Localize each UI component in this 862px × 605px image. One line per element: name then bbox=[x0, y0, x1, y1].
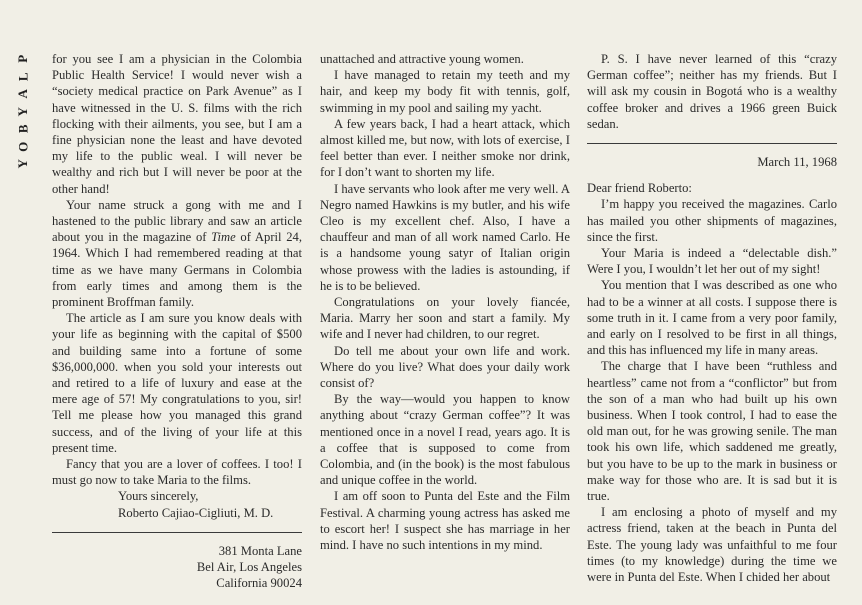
address-line: Bel Air, Los Angeles bbox=[196, 560, 302, 575]
divider bbox=[587, 143, 837, 144]
masthead-letter: Y bbox=[15, 159, 31, 169]
salutation: Dear friend Roberto: bbox=[587, 181, 692, 196]
paragraph-text: of April 24, 1964. Which I had remembered reading at that time as we have many Germans in Colombia from early times and among them is the prominent Broffman family. bbox=[52, 230, 302, 310]
masthead-letter: B bbox=[15, 124, 31, 134]
paragraph: I have managed to retain my teeth and my hair, and keep my body fit with tennis, golf, swimming in my pool and sailing my yacht. bbox=[320, 68, 570, 115]
signature: Roberto Cajiao-Cigliuti, M. D. bbox=[118, 505, 274, 520]
paragraph bbox=[52, 197, 302, 310]
column-3 bbox=[587, 51, 837, 585]
postscript: P. S. I have never learned of this “crazy German coffee”; neither has my friends. But I will ask my cousin in Bogotá who is a wealthy coffee broker and drives a 1966 green Buick sedan. bbox=[587, 52, 837, 131]
paragraph: You mention that I was described as one who had to be a winner at all costs. I suppose there is some truth in it. I came from a very poor family, and early on I resolved to be first in all things, and this has influenced my life in many areas. bbox=[587, 278, 837, 358]
paragraph: The charge that I have been “ruthless and heartless” came not from a “conflictor” but from the son of a man who had built up his own business. When I took control, I had to ease the old man out, for he was growing senile. The man took his own life, which saddened me greatly, but you have to be up to the mark in business or make way for those who are. It is sad but it is true. bbox=[587, 359, 837, 504]
paragraph: Congratulations on your lovely fiancée, Maria. Marry her soon and start a family. My wife and I never had children, to our regret. bbox=[320, 295, 570, 342]
divider bbox=[52, 532, 302, 533]
closing: Yours sincerely, bbox=[118, 489, 199, 504]
paragraph: Your Maria is indeed a “delectable dish.” Were I you, I wouldn’t let her out of my sight! bbox=[587, 246, 837, 277]
paragraph: I have servants who look after me very well. A Negro named Hawkins is my butler, and his wife Cleo is my excellent chef. Also, I have a chauffeur and man of all work named Carlo. He is a handsome young satyr of Italian origin whose prowess with the ladies is astounding, if he is to be believed. bbox=[320, 181, 570, 293]
address-line: 381 Monta Lane bbox=[218, 543, 302, 558]
paragraph: The article as I am sure you know deals with your life as beginning with the capital of $500 and building same into a fortune of some $36,000,000. when you sold your interests out and retired to a life of luxury and ease at the mere age of 57! My congratulations to you, sir! Tell me please how you managed this grand success, and of the living of your life at this present time. bbox=[52, 311, 302, 455]
paragraph: By the way—would you happen to know anything about “crazy German coffee”? It was mentioned once in a novel I read, years ago. It is a coffee that is supposed to come from Colombia, and (in the book) is the most fabulous and unique coffee in the world. bbox=[320, 392, 570, 488]
masthead-letter: P bbox=[15, 54, 31, 63]
paragraph: unattached and attractive young women. bbox=[320, 52, 524, 66]
paragraph-text: Your name struck a gong with me and I hastened to the public library and saw an article about you in the magazine of bbox=[52, 197, 302, 245]
paragraph: for you see I am a physician in the Colombia Public Health Service! I would never wish a “society medical practice on Park Avenue” as I have witnessed in the U. S. films with the rich flocking with their ailments, you see, but I am a fine physician none the least and have devoted my life to the public weal. I will never be wealthy and rich but I will never be poor at the other hand! bbox=[52, 52, 302, 196]
masthead-letter: A bbox=[15, 89, 31, 99]
masthead-letter: Y bbox=[15, 106, 31, 116]
letter-date: March 11, 1968 bbox=[757, 155, 837, 170]
column-1 bbox=[52, 51, 302, 592]
paragraph: A few years back, I had a heart attack, which almost killed me, but now, with lots of exercise, I feel better than ever. I neither smoke nor drink, for I don’t want to shorten my life. bbox=[320, 116, 570, 180]
address-line: California 90024 bbox=[216, 576, 302, 591]
magazine-title: Time bbox=[211, 230, 236, 245]
masthead-letter: O bbox=[15, 141, 31, 152]
playboy-vertical-masthead bbox=[12, 50, 34, 173]
paragraph: Do tell me about your own life and work. Where do you live? What does your daily work consist of? bbox=[320, 343, 570, 391]
masthead-letter: L bbox=[15, 71, 31, 81]
paragraph: Fancy that you are a lover of coffees. I too! I must go now to take Maria to the films. bbox=[52, 457, 302, 488]
paragraph: I’m happy you received the magazines. Carlo has mailed you other shipments of magazines, since the first. bbox=[587, 197, 837, 244]
column-2 bbox=[320, 51, 570, 553]
paragraph: I am enclosing a photo of myself and my actress friend, taken at the beach in Punta del Este. The young lady was unfaithful to me four times (to my knowledge) during the time we were in Punta del Este. When I chided her about bbox=[587, 505, 837, 585]
paragraph: I am off soon to Punta del Este and the Film Festival. A charming young actress has asked me to escort her! I suspect she has marriage in her mind. I have no such intentions in my mind. bbox=[320, 489, 570, 553]
